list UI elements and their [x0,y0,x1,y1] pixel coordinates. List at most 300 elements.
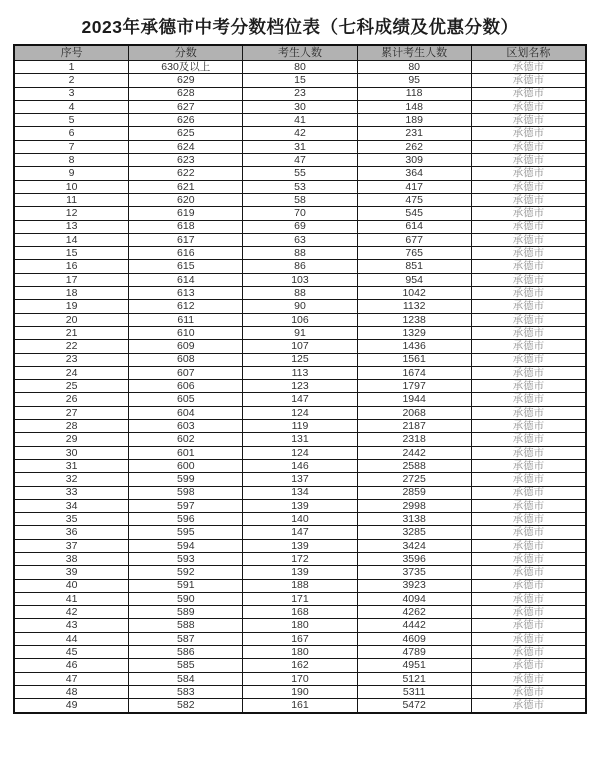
cell-cumulative: 1329 [357,326,471,339]
cell-district: 承德市 [471,393,586,406]
cell-serial: 45 [14,646,129,659]
cell-cumulative: 5121 [357,672,471,685]
cell-district: 承德市 [471,646,586,659]
cell-count: 103 [243,273,357,286]
table-row [14,619,586,632]
cell-district: 承德市 [471,140,586,153]
cell-serial: 47 [14,672,129,685]
table-header-row [14,45,586,61]
cell-district: 承德市 [471,61,586,74]
table-body [14,61,586,713]
cell-district: 承德市 [471,420,586,433]
table-row [14,646,586,659]
cell-score: 613 [129,287,243,300]
cell-serial: 43 [14,619,129,632]
cell-count: 180 [243,646,357,659]
cell-count: 107 [243,340,357,353]
cell-score: 620 [129,193,243,206]
cell-cumulative: 2998 [357,499,471,512]
cell-cumulative: 614 [357,220,471,233]
cell-cumulative: 4094 [357,592,471,605]
cell-serial: 23 [14,353,129,366]
cell-serial: 9 [14,167,129,180]
cell-serial: 15 [14,247,129,260]
cell-score: 582 [129,699,243,713]
cell-district: 承德市 [471,552,586,565]
table-row [14,459,586,472]
table-row [14,433,586,446]
table-row [14,140,586,153]
table-row [14,406,586,419]
cell-cumulative: 2725 [357,473,471,486]
cell-count: 88 [243,247,357,260]
cell-serial: 40 [14,579,129,592]
cell-score: 625 [129,127,243,140]
cell-district: 承德市 [471,433,586,446]
cell-cumulative: 677 [357,233,471,246]
cell-serial: 27 [14,406,129,419]
header-cell-cumulative: 累计考生人数 [357,45,471,61]
table-row [14,127,586,140]
cell-district: 承德市 [471,406,586,419]
cell-count: 139 [243,539,357,552]
cell-score: 601 [129,446,243,459]
cell-district: 承德市 [471,632,586,645]
cell-count: 162 [243,659,357,672]
cell-count: 188 [243,579,357,592]
cell-district: 承德市 [471,340,586,353]
cell-score: 616 [129,247,243,260]
cell-district: 承德市 [471,353,586,366]
cell-cumulative: 2318 [357,433,471,446]
table-row [14,473,586,486]
cell-serial: 37 [14,539,129,552]
cell-score: 594 [129,539,243,552]
cell-cumulative: 3138 [357,513,471,526]
table-row [14,566,586,579]
table-row [14,353,586,366]
cell-score: 583 [129,685,243,698]
cell-cumulative: 2068 [357,406,471,419]
cell-serial: 35 [14,513,129,526]
cell-serial: 3 [14,87,129,100]
cell-cumulative: 1797 [357,380,471,393]
cell-serial: 26 [14,393,129,406]
cell-count: 41 [243,114,357,127]
cell-count: 58 [243,193,357,206]
cell-serial: 31 [14,459,129,472]
cell-cumulative: 1436 [357,340,471,353]
cell-cumulative: 2588 [357,459,471,472]
cell-score: 591 [129,579,243,592]
cell-count: 125 [243,353,357,366]
cell-count: 170 [243,672,357,685]
cell-serial: 24 [14,366,129,379]
cell-district: 承德市 [471,672,586,685]
cell-cumulative: 4262 [357,606,471,619]
cell-score: 628 [129,87,243,100]
table-row [14,326,586,339]
cell-cumulative: 1042 [357,287,471,300]
table-row [14,154,586,167]
table-row [14,180,586,193]
cell-district: 承德市 [471,313,586,326]
cell-count: 147 [243,393,357,406]
cell-count: 147 [243,526,357,539]
cell-count: 140 [243,513,357,526]
cell-cumulative: 475 [357,193,471,206]
header-cell-serial: 序号 [14,45,129,61]
cell-cumulative: 80 [357,61,471,74]
cell-district: 承德市 [471,619,586,632]
cell-score: 606 [129,380,243,393]
table-row [14,273,586,286]
cell-district: 承德市 [471,100,586,113]
cell-score: 596 [129,513,243,526]
cell-count: 31 [243,140,357,153]
header-cell-score: 分数 [129,45,243,61]
cell-count: 119 [243,420,357,433]
cell-count: 47 [243,154,357,167]
table-row [14,313,586,326]
cell-district: 承德市 [471,233,586,246]
cell-score: 622 [129,167,243,180]
table-row [14,193,586,206]
cell-district: 承德市 [471,154,586,167]
cell-district: 承德市 [471,220,586,233]
cell-serial: 5 [14,114,129,127]
header-cell-count: 考生人数 [243,45,357,61]
cell-score: 600 [129,459,243,472]
cell-count: 180 [243,619,357,632]
cell-score: 615 [129,260,243,273]
cell-score: 629 [129,74,243,87]
table-row [14,539,586,552]
table-row [14,74,586,87]
cell-district: 承德市 [471,539,586,552]
cell-count: 30 [243,100,357,113]
cell-score: 614 [129,273,243,286]
cell-cumulative: 189 [357,114,471,127]
cell-count: 124 [243,446,357,459]
table-row [14,300,586,313]
cell-district: 承德市 [471,247,586,260]
table-row [14,446,586,459]
table-row [14,393,586,406]
cell-serial: 13 [14,220,129,233]
cell-score: 595 [129,526,243,539]
cell-district: 承德市 [471,513,586,526]
cell-count: 131 [243,433,357,446]
cell-count: 53 [243,180,357,193]
cell-count: 80 [243,61,357,74]
cell-serial: 7 [14,140,129,153]
cell-count: 23 [243,87,357,100]
cell-score: 584 [129,672,243,685]
table-row [14,380,586,393]
cell-cumulative: 1944 [357,393,471,406]
cell-district: 承德市 [471,592,586,605]
table-row [14,685,586,698]
cell-district: 承德市 [471,193,586,206]
cell-count: 172 [243,552,357,565]
cell-score: 618 [129,220,243,233]
page-title: 2023年承德市中考分数档位表（七科成绩及优惠分数） [81,17,519,37]
cell-count: 146 [243,459,357,472]
cell-district: 承德市 [471,300,586,313]
cell-score: 585 [129,659,243,672]
cell-district: 承德市 [471,526,586,539]
table-row [14,552,586,565]
cell-score: 593 [129,552,243,565]
table-row [14,672,586,685]
cell-serial: 49 [14,699,129,713]
table-row [14,699,586,713]
cell-serial: 48 [14,685,129,698]
cell-district: 承德市 [471,207,586,220]
table-row [14,592,586,605]
table-row [14,420,586,433]
cell-serial: 42 [14,606,129,619]
cell-cumulative: 1238 [357,313,471,326]
cell-serial: 20 [14,313,129,326]
cell-count: 106 [243,313,357,326]
table-row [14,340,586,353]
cell-serial: 6 [14,127,129,140]
cell-count: 190 [243,685,357,698]
cell-district: 承德市 [471,459,586,472]
cell-serial: 34 [14,499,129,512]
cell-cumulative: 3735 [357,566,471,579]
cell-cumulative: 1674 [357,366,471,379]
cell-district: 承德市 [471,114,586,127]
cell-count: 70 [243,207,357,220]
cell-score: 623 [129,154,243,167]
table-row [14,499,586,512]
cell-district: 承德市 [471,699,586,713]
cell-cumulative: 545 [357,207,471,220]
cell-serial: 19 [14,300,129,313]
cell-cumulative: 3285 [357,526,471,539]
cell-count: 167 [243,632,357,645]
cell-score: 607 [129,366,243,379]
cell-district: 承德市 [471,180,586,193]
cell-count: 139 [243,566,357,579]
cell-district: 承德市 [471,685,586,698]
cell-cumulative: 3923 [357,579,471,592]
table-row [14,61,586,74]
cell-score: 597 [129,499,243,512]
cell-count: 63 [243,233,357,246]
cell-cumulative: 1132 [357,300,471,313]
cell-serial: 44 [14,632,129,645]
cell-cumulative: 118 [357,87,471,100]
cell-count: 123 [243,380,357,393]
cell-serial: 12 [14,207,129,220]
cell-district: 承德市 [471,127,586,140]
table-row [14,486,586,499]
cell-score: 605 [129,393,243,406]
cell-serial: 29 [14,433,129,446]
cell-score: 621 [129,180,243,193]
cell-district: 承德市 [471,499,586,512]
cell-score: 599 [129,473,243,486]
table-row [14,366,586,379]
cell-cumulative: 5472 [357,699,471,713]
cell-serial: 41 [14,592,129,605]
cell-cumulative: 148 [357,100,471,113]
cell-serial: 16 [14,260,129,273]
table-row [14,659,586,672]
cell-district: 承德市 [471,167,586,180]
cell-serial: 39 [14,566,129,579]
cell-count: 88 [243,287,357,300]
cell-count: 90 [243,300,357,313]
cell-serial: 11 [14,193,129,206]
table-row [14,87,586,100]
cell-score: 604 [129,406,243,419]
cell-serial: 38 [14,552,129,565]
cell-cumulative: 1561 [357,353,471,366]
cell-district: 承德市 [471,326,586,339]
cell-district: 承德市 [471,260,586,273]
cell-serial: 2 [14,74,129,87]
table-row [14,220,586,233]
cell-cumulative: 364 [357,167,471,180]
cell-district: 承德市 [471,366,586,379]
cell-count: 55 [243,167,357,180]
cell-score: 589 [129,606,243,619]
cell-serial: 30 [14,446,129,459]
cell-score: 619 [129,207,243,220]
cell-score: 603 [129,420,243,433]
cell-score: 608 [129,353,243,366]
cell-district: 承德市 [471,273,586,286]
cell-district: 承德市 [471,566,586,579]
cell-score: 612 [129,300,243,313]
table-row [14,579,586,592]
cell-district: 承德市 [471,446,586,459]
cell-score: 610 [129,326,243,339]
cell-cumulative: 4609 [357,632,471,645]
cell-count: 91 [243,326,357,339]
table-row [14,513,586,526]
cell-serial: 22 [14,340,129,353]
cell-serial: 10 [14,180,129,193]
cell-district: 承德市 [471,473,586,486]
cell-serial: 21 [14,326,129,339]
cell-cumulative: 2187 [357,420,471,433]
cell-count: 139 [243,499,357,512]
cell-cumulative: 954 [357,273,471,286]
table-row [14,233,586,246]
cell-cumulative: 3424 [357,539,471,552]
cell-score: 586 [129,646,243,659]
cell-cumulative: 851 [357,260,471,273]
cell-serial: 17 [14,273,129,286]
cell-score: 611 [129,313,243,326]
cell-serial: 46 [14,659,129,672]
cell-count: 168 [243,606,357,619]
cell-score: 587 [129,632,243,645]
cell-serial: 36 [14,526,129,539]
cell-count: 134 [243,486,357,499]
cell-score: 602 [129,433,243,446]
cell-cumulative: 262 [357,140,471,153]
cell-count: 137 [243,473,357,486]
cell-serial: 1 [14,61,129,74]
cell-district: 承德市 [471,606,586,619]
cell-count: 124 [243,406,357,419]
table-row [14,260,586,273]
cell-count: 15 [243,74,357,87]
table-row [14,100,586,113]
cell-count: 86 [243,260,357,273]
cell-count: 42 [243,127,357,140]
cell-serial: 28 [14,420,129,433]
cell-district: 承德市 [471,579,586,592]
cell-district: 承德市 [471,486,586,499]
cell-score: 626 [129,114,243,127]
table-row [14,207,586,220]
cell-cumulative: 2859 [357,486,471,499]
cell-serial: 25 [14,380,129,393]
cell-serial: 33 [14,486,129,499]
table-row [14,606,586,619]
table-row [14,526,586,539]
table-row [14,632,586,645]
cell-cumulative: 5311 [357,685,471,698]
table-row [14,247,586,260]
cell-cumulative: 95 [357,74,471,87]
cell-score: 588 [129,619,243,632]
table-row [14,167,586,180]
score-table [13,44,587,714]
cell-cumulative: 4442 [357,619,471,632]
cell-cumulative: 417 [357,180,471,193]
cell-score: 630及以上 [129,61,243,74]
table-row [14,287,586,300]
cell-district: 承德市 [471,74,586,87]
cell-cumulative: 2442 [357,446,471,459]
cell-cumulative: 231 [357,127,471,140]
cell-district: 承德市 [471,287,586,300]
cell-serial: 8 [14,154,129,167]
cell-district: 承德市 [471,87,586,100]
table-row [14,114,586,127]
cell-score: 627 [129,100,243,113]
cell-score: 609 [129,340,243,353]
cell-serial: 18 [14,287,129,300]
cell-score: 617 [129,233,243,246]
cell-district: 承德市 [471,659,586,672]
cell-cumulative: 765 [357,247,471,260]
cell-count: 113 [243,366,357,379]
cell-serial: 4 [14,100,129,113]
cell-cumulative: 3596 [357,552,471,565]
cell-score: 624 [129,140,243,153]
cell-cumulative: 4789 [357,646,471,659]
cell-serial: 32 [14,473,129,486]
cell-count: 171 [243,592,357,605]
header-cell-district: 区划名称 [471,45,586,61]
cell-district: 承德市 [471,380,586,393]
cell-score: 598 [129,486,243,499]
cell-serial: 14 [14,233,129,246]
cell-cumulative: 309 [357,154,471,167]
cell-count: 161 [243,699,357,713]
cell-count: 69 [243,220,357,233]
